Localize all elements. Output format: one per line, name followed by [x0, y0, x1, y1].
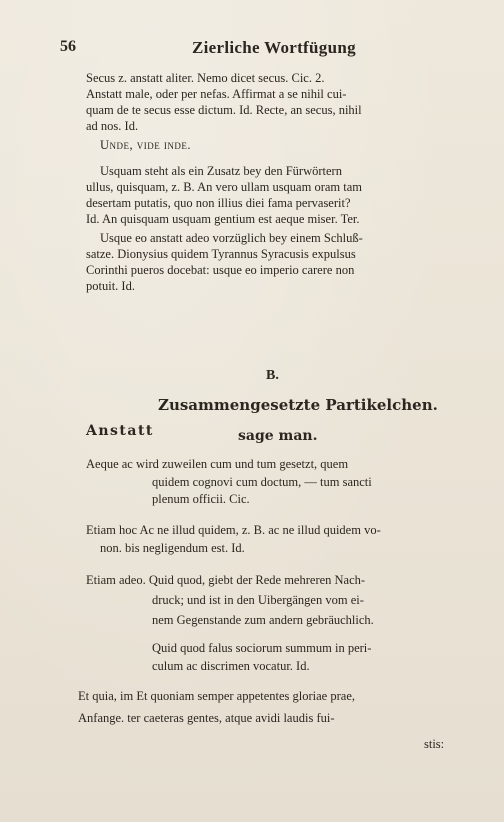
section-title: Zusammengesetzte Partikelchen. [158, 396, 438, 414]
entry-line: Anfange. ter caeteras gentes, atque avidi laudis fui- [78, 711, 335, 725]
text-line: desertam putatis, quo non illius diei fama pervaserit? [86, 196, 351, 210]
entry-line: culum ac discrimen vocatur. Id. [152, 659, 310, 673]
entry-line: non. bis negligendum est. Id. [100, 541, 245, 555]
entry-line: druck; und ist in den Uibergängen vom ei- [152, 593, 364, 607]
entry-line: plenum officii. Cic. [152, 492, 250, 506]
section-letter: B. [266, 368, 279, 383]
text-line: Id. An quisquam usquam gentium est aeque miser. Ter. [86, 212, 360, 226]
entry-line: Et quia, im Et quoniam semper appetentes gloriae prae, [78, 689, 355, 703]
entry-line: Etiam adeo. Quid quod, giebt der Rede mehreren Nach- [86, 573, 366, 587]
entry-line: Etiam hoc Ac ne illud quidem, z. B. ac ne illud quidem vo- [86, 523, 381, 537]
entry-line: quidem cognovi cum doctum, — tum sancti [152, 475, 372, 489]
entry-line: Quid quod falus sociorum summum in peri- [152, 641, 372, 655]
text-line: ullus, quisquam, z. B. An vero ullam usquam oram tam [86, 180, 363, 194]
text-line: Usque eo anstatt adeo vorzüglich bey einem Schluß- [100, 231, 363, 245]
running-title: Zierliche Wortfügung [192, 38, 356, 57]
text-line: Corinthi pueros docebat: usque eo imperio carere non [86, 263, 355, 277]
text-line: quam de te secus esse dictum. Id. Recte, an secus, nihil [86, 103, 362, 117]
column-header-left: Anstatt [86, 423, 154, 439]
text-line: potuit. Id. [86, 279, 135, 293]
column-header-right: sage man. [238, 428, 318, 444]
text-line: ad nos. Id. [86, 119, 139, 133]
entry-line: nem Gegenstande zum andern gebräuchlich. [152, 613, 374, 627]
text-line: Unde, vide inde. [100, 138, 192, 152]
text-line: Secus z. anstatt aliter. Nemo dicet secus. Cic. 2. [86, 71, 325, 85]
text-line: Usquam steht als ein Zusatz bey den Fürwörtern [100, 164, 342, 178]
page-number: 56 [60, 38, 76, 55]
text-line: Anstatt male, oder per nefas. Affirmat a se nihil cui- [86, 87, 347, 101]
entry-line: stis: [424, 737, 445, 751]
entry-line: Aeque ac wird zuweilen cum und tum gesetzt, quem [86, 457, 349, 471]
page-header [60, 38, 480, 58]
text-line: satze. Dionysius quidem Tyrannus Syracusis expulsus [86, 247, 356, 261]
